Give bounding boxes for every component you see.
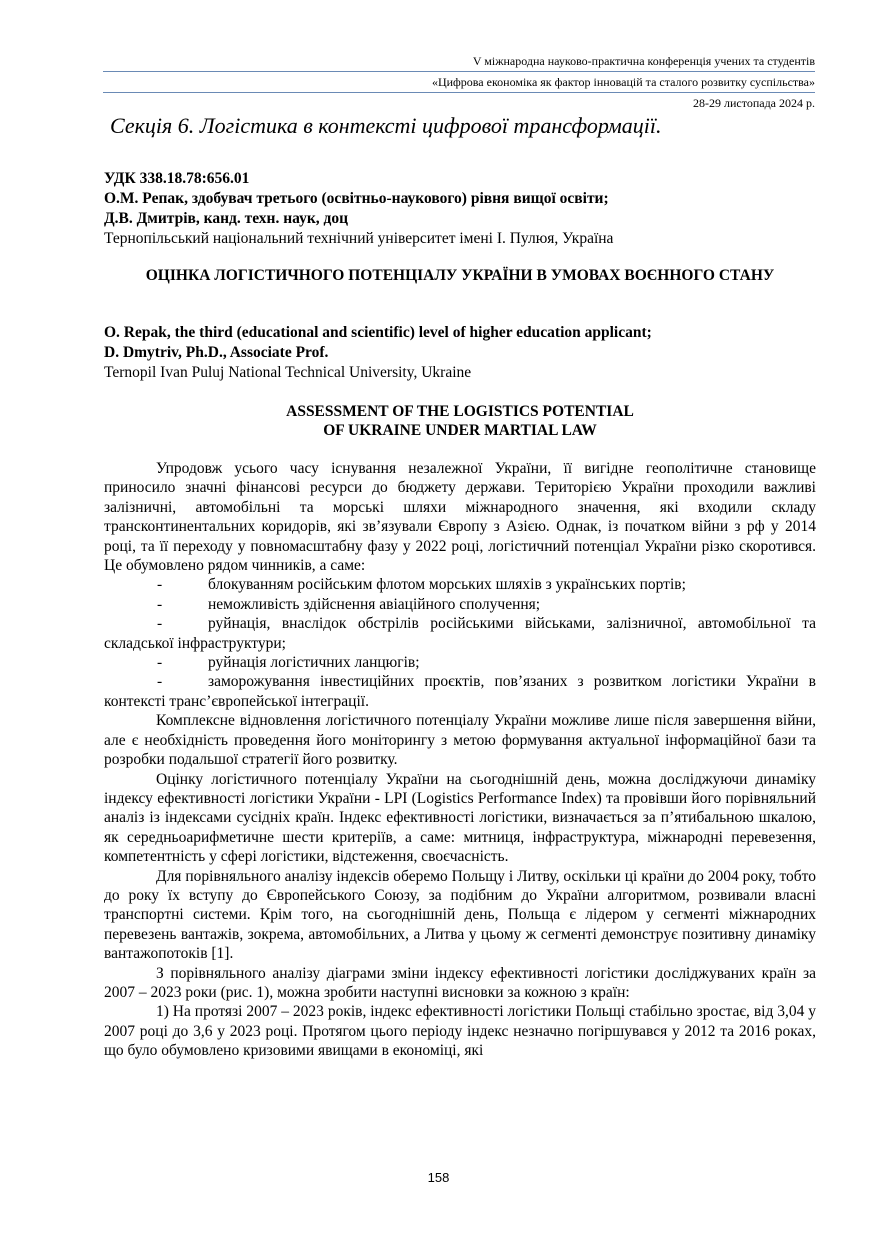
paragraph-3: Оцінку логістичного потенціалу України на сьогоднішній день, можна досліджуючи динаміку індексу ефективності логістики України - LPI (Logistics Performance Index) та провівши його порівняльний аналіз із індексами сусідніх країн. Індекс ефективності логістики, визначається за п’ятибальною шкалою, як середньоарифметичне шести критеріїв, а саме: митниця, інфраструктура, міжнародні перевезення, компетентність у сфері логістики, відстеження, своєчасність.	[104, 770, 816, 866]
en-author-block	[104, 323, 816, 383]
bullet-item: - руйнація, внаслідок обстрілів російськими військами, залізничної, автомобільної та складської інфраструктури;	[104, 615, 816, 652]
section-title: Секція 6. Логістика в контексті цифрової трансформації.	[110, 113, 662, 138]
page-number: 158	[427, 1170, 450, 1185]
title-ua: ОЦІНКА ЛОГІСТИЧНОГО ПОТЕНЦІАЛУ УКРАЇНИ В УМОВАХ ВОЄННОГО СТАНУ	[145, 267, 775, 284]
author-ua-1: О.М. Репак, здобувач третього (освітньо-наукового) рівня вищої освіти;	[104, 190, 609, 207]
article-body	[104, 459, 816, 1061]
header-rule-1	[103, 71, 815, 72]
bullet-item: - заморожування інвестиційних проєктів, пов’язаних з розвитком логістики України в контексті транс’європейської інтеграції.	[104, 673, 816, 710]
title-en-line-1: ASSESSMENT OF THE LOGISTICS POTENTIAL	[286, 403, 634, 420]
paragraph-1: Упродовж усього часу існування незалежної України, її вигідне геополітичне становище приносило значні фінансові ресурси до бюджету держави. Територією України проходили важливі залізничні, автомобільні та морські шляхи міжнародного значення, які входили складу трансконтинентальних коридорів, які зв’язували Європу з Азією. Однак, із початком війни з рф у 2014 році, та її переходу у повномасштабну фазу у 2022 році, логістичний потенціал України різко скоротився. Це обумовлено рядом чинників, а саме:	[104, 460, 816, 575]
conference-date: 28-29 листопада 2024 р.	[693, 96, 815, 110]
bullet-item: - руйнація логістичних ланцюгів;	[157, 654, 420, 672]
author-en-1: O. Repak, the third (educational and scientific) level of higher education applicant;	[104, 324, 652, 341]
affiliation-en: Ternopil Ivan Puluj National Technical University, Ukraine	[104, 364, 472, 381]
header-rule-2	[103, 92, 815, 93]
title-en	[104, 402, 816, 440]
bullet-item: - блокуванням російським флотом морських шляхів з українських портів;	[157, 576, 686, 594]
author-en-2: D. Dmytriv, Ph.D., Associate Prof.	[104, 344, 329, 361]
udk-code: УДК 338.18.78:656.01	[104, 170, 250, 187]
conference-theme: «Цифрова економіка як фактор інновацій та сталого розвитку суспільства»	[431, 75, 815, 89]
paragraph-2: Комплексне відновлення логістичного потенціалу України можливе лише після завершення війни, але є необхідність проведення його моніторингу з метою формування актуальної інформаційної бази та розробки подальшої стратегії його розвитку.	[104, 712, 816, 769]
paragraph-6: 1) На протязі 2007 – 2023 років, індекс ефективності логістики Польщі стабільно зростає, від 3,04 у 2007 році до 3,6 у 2023 році. Протягом цього періоду індекс незначно погіршувався у 2012 та 2016 роках, що було обумовлено кризовими явищами в економіці, які	[104, 1003, 816, 1060]
paragraph-4: Для порівняльного аналізу індексів оберемо Польщу і Литву, оскільки ці країни до 2004 року, тобто до року їх вступу до Європейського Союзу, за подібним до України алгоритмом, розвивали власні транспортні системи. Крім того, на сьогоднішній день, Польща є лідером у сегменті міжнародних перевезень вантажів, зокрема, автомобільних, а Литва у цьому ж сегменті демонструє позитивну динаміку вантажопотоків [1].	[104, 867, 816, 963]
conference-name: V міжнародна науково-практична конференція учених та студентів	[472, 54, 815, 68]
paragraph-5: З порівняльного аналізу діаграми зміни індексу ефективності логістики досліджуваних країн за 2007 – 2023 роки (рис. 1), можна зробити наступні висновки за кожною з країн:	[104, 964, 816, 1001]
affiliation-ua: Тернопільський національний технічний університет імені І. Пулюя, Україна	[104, 230, 614, 247]
author-ua-2: Д.В. Дмитрів, канд. техн. наук, доц	[104, 210, 349, 227]
ua-author-block	[104, 169, 816, 249]
bullet-item: - неможливість здійснення авіаційного сполучення;	[157, 595, 541, 613]
title-en-line-2: OF UKRAINE UNDER MARTIAL LAW	[323, 422, 597, 439]
